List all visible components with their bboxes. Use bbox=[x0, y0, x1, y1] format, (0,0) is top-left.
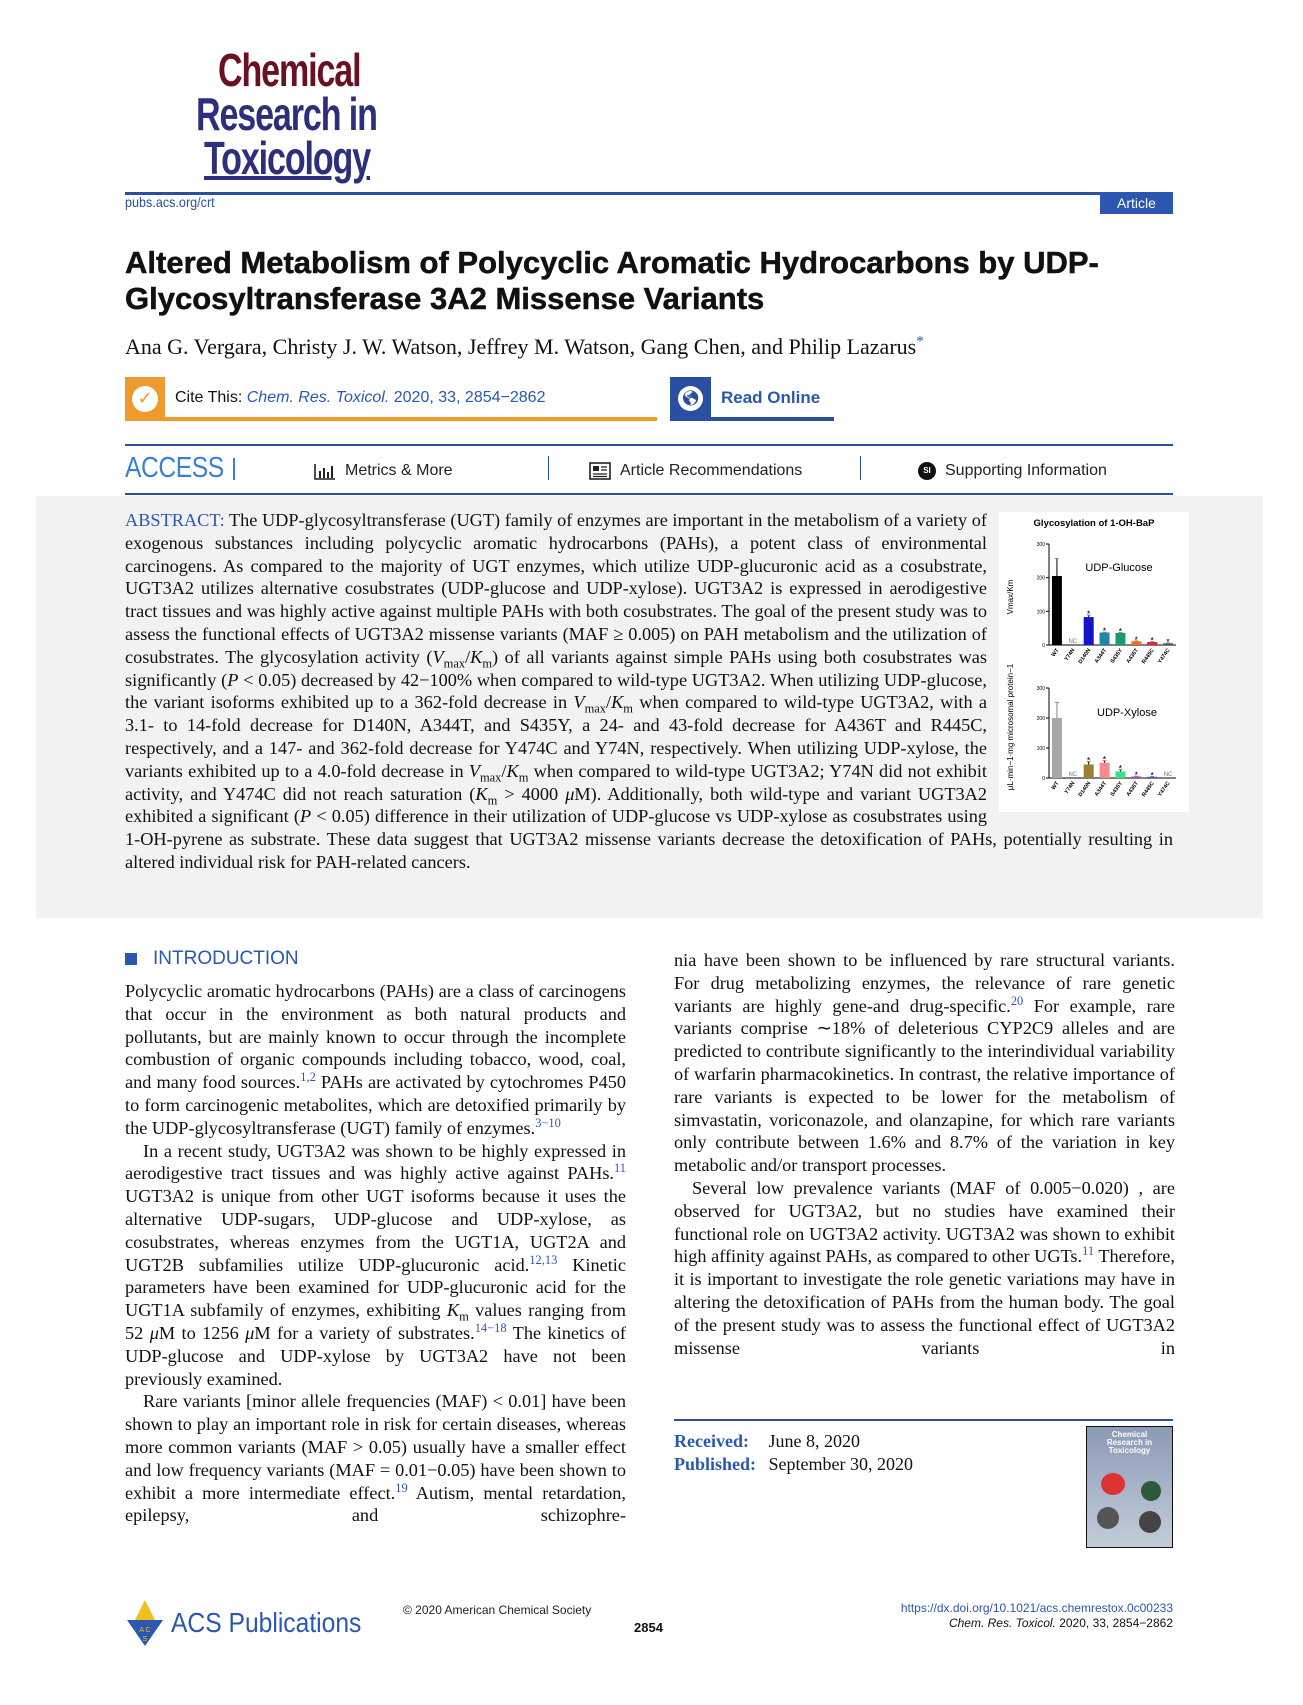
title-line: Glycosyltransferase 3A2 Missense Variants bbox=[125, 281, 765, 316]
doi-link[interactable]: https://dx.doi.org/10.1021/acs.chemrestox.0c00233 bbox=[900, 1601, 1173, 1615]
metrics-more-link[interactable] bbox=[314, 462, 453, 480]
x-tick-label: D140N bbox=[1077, 780, 1093, 799]
text-run: M for a variety of substrates. bbox=[254, 1322, 475, 1343]
text-run: The UDP-glycosyltransferase (UGT) family of enzymes are important in the metabolism of a variety of exogenous substances including polycyclic aromatic hydrocarbons (PAHs), a potent class of environmental carcinogens. As compared to the majority of UGT enzymes, which utilize UDP-glucuronic acid as a cosubstrate, UGT3A2 utilizes alternative cosubstrates (UDP-glucose and UDP-xylose). UGT3A2 is expressed in aerodigestive tract tissues and was highly active against multiple PAHs with both cosubstrates. The goal of the present study was to assess the functional effects of UGT3A2 missense variants (MAF ≥ 0.005) on PAH metabolism and the utilization of cosubstrates. The glycosylation activity ( bbox=[125, 510, 987, 667]
text-run: Autism, mental retardation, epilepsy, and schizophre- bbox=[125, 1482, 626, 1526]
journal-logo[interactable] bbox=[196, 44, 416, 184]
x-tick-label: A344T bbox=[1093, 780, 1109, 798]
paragraph bbox=[125, 1390, 626, 1527]
divider bbox=[548, 456, 549, 480]
text-run: M). Additionally, both wild-type and variant UGT3A2 exhibited a significant ( bbox=[125, 783, 987, 827]
cite-icon: ✓ bbox=[125, 377, 165, 421]
header-rule bbox=[125, 192, 1173, 195]
abstract-label: ABSTRACT: bbox=[125, 510, 225, 530]
supporting-info-label: Supporting Information bbox=[945, 462, 1107, 479]
corresponding-author-mark: * bbox=[916, 333, 924, 350]
text-run: The kinetics of UDP-glucose and UDP-xylose by UGT3A2 have not been previously examined. bbox=[125, 1322, 626, 1389]
text-run: P bbox=[227, 669, 239, 690]
divider bbox=[860, 456, 861, 480]
svg-text:A C: A C bbox=[139, 1627, 151, 1634]
read-online-button[interactable] bbox=[670, 377, 834, 421]
acs-publications-logo[interactable] bbox=[125, 1598, 387, 1648]
logo-line: Toxicology bbox=[204, 132, 371, 184]
text-run: K bbox=[446, 1300, 460, 1321]
text-run: μ bbox=[245, 1322, 255, 1343]
bar bbox=[1052, 718, 1062, 778]
text-run: Several low prevalence variants (MAF of 0.005−0.020) , are observed for UGT3A2, but no studies have examined their functional role on UGT3A2 activity. UGT3A2 was shown to exhibit high affinity against PAHs, as compared to other UGTs. bbox=[674, 1177, 1175, 1267]
access-label: ACCESS bbox=[125, 452, 224, 484]
bar bbox=[1052, 576, 1062, 645]
x-tick-label: S435Y bbox=[1109, 647, 1125, 665]
article-recommendations-link[interactable] bbox=[589, 462, 802, 480]
published-label: Published: bbox=[674, 1454, 757, 1474]
y-tick-label: 300 bbox=[1036, 542, 1045, 548]
bar bbox=[1084, 765, 1094, 779]
received-date: June 8, 2020 bbox=[768, 1431, 860, 1451]
significance-mark: * bbox=[1102, 626, 1107, 637]
citation-ref[interactable]: 11 bbox=[614, 1161, 626, 1176]
y-axis-label-main: Vmax/Km bbox=[1006, 579, 1015, 615]
x-tick-label: WT bbox=[1050, 647, 1061, 659]
publisher-name: ACS Publications bbox=[171, 1607, 362, 1638]
y-tick-label: 100 bbox=[1036, 746, 1045, 752]
text-run: < 0.05) difference in their utilization of UDP-glucose vs UDP-xylose as cosubstrates using 1-OH-pyrene as substrate. These data suggest that UGT3A2 missense variants decrease the detoxification of PAHs, potentially resulting in altered individual risk for PAH-related cancers. bbox=[125, 806, 1173, 872]
x-tick-label: A344T bbox=[1093, 647, 1109, 665]
text-run: μ bbox=[565, 783, 575, 804]
footer-citation bbox=[901, 1601, 1173, 1631]
bar bbox=[1084, 617, 1094, 645]
significance-mark: * bbox=[1150, 635, 1154, 646]
text-run: UGT3A2 is unique from other UGT isoforms because it uses the alternative UDP-sugars, UDP-glucose and UDP-xylose, as cosubstrates, whereas enzymes from the UGT1A, UGT2A and UGT2B subfamilies utilize UDP-glucuronic acid. bbox=[125, 1186, 626, 1275]
title-line: Altered Metabolism of Polycyclic Aromatic Hydrocarbons by UDP- bbox=[125, 245, 1099, 280]
section-heading-introduction bbox=[125, 948, 299, 970]
cite-this-box[interactable] bbox=[125, 377, 657, 421]
section-title: INTRODUCTION bbox=[153, 948, 299, 969]
x-tick-label: WT bbox=[1050, 780, 1061, 792]
significance-mark: * bbox=[1086, 609, 1091, 620]
significance-mark: * bbox=[1166, 636, 1170, 647]
metrics-label: Metrics & More bbox=[345, 462, 453, 479]
significance-mark: * bbox=[1150, 770, 1154, 781]
text-run: K bbox=[475, 783, 488, 804]
journal-url-link[interactable]: pubs.acs.org/crt bbox=[125, 194, 215, 210]
citation-ref[interactable]: 20 bbox=[1010, 993, 1024, 1008]
cover-title: Chemical bbox=[1111, 1430, 1148, 1439]
paragraph bbox=[125, 980, 626, 1140]
logo-line: Chemical bbox=[218, 44, 361, 96]
significance-mark: * bbox=[1086, 755, 1091, 766]
x-tick-label: R445C bbox=[1141, 780, 1156, 799]
x-tick-label: Y474C bbox=[1157, 647, 1172, 665]
citation-ref[interactable]: 19 bbox=[395, 1480, 408, 1495]
text-run: K bbox=[506, 760, 519, 781]
text-run: values ranging from 52 bbox=[125, 1300, 626, 1343]
text-run: Polycyclic aromatic hydrocarbons (PAHs) are a class of carcinogens that occur in the environment as both natural products and pollutants, but are mainly known to occur through the incomplete combustion of organic compounds including tobacco, wood, coal, and many food sources. bbox=[125, 981, 626, 1093]
author-list bbox=[125, 334, 924, 360]
x-tick-label: D140N bbox=[1077, 647, 1093, 666]
divider bbox=[125, 444, 1173, 446]
paragraph bbox=[125, 1140, 626, 1391]
y-tick-label: 100 bbox=[1036, 609, 1045, 616]
text-run: m bbox=[487, 793, 498, 808]
supporting-information-link[interactable] bbox=[918, 462, 1107, 480]
text-run: < 0.05) decreased by 42−100% when compared to wild-type UGT3A2. When utilizing UDP-glucose, the variant isoforms exhibited up to a 362-fold decrease in bbox=[125, 669, 987, 713]
y-tick-label: 200 bbox=[1036, 575, 1045, 582]
footer-journal: Chem. Res. Toxicol. bbox=[948, 1616, 1056, 1630]
citation-ref[interactable]: 14−18 bbox=[474, 1320, 507, 1335]
text-run: V bbox=[468, 760, 480, 781]
text-run: M to 1256 bbox=[158, 1322, 246, 1343]
text-run: max bbox=[443, 656, 466, 671]
x-tick-label: R445C bbox=[1141, 647, 1156, 666]
y-tick-label: 0 bbox=[1042, 643, 1045, 649]
cite-label: Cite This: bbox=[175, 389, 243, 406]
section-marker bbox=[125, 953, 137, 965]
x-tick-label: Y74N bbox=[1063, 647, 1077, 663]
text-run: max bbox=[584, 702, 606, 717]
paragraph bbox=[674, 949, 1175, 1177]
text-run: ) of all variants against simple PAHs using both cosubstrates was significantly ( bbox=[125, 646, 987, 690]
text-run: max bbox=[479, 770, 502, 785]
bar-chart-icon bbox=[314, 463, 336, 480]
chart-title: Glycosylation of 1-OH-BaP bbox=[1033, 518, 1155, 529]
text-run: K bbox=[470, 646, 483, 667]
text-run: PAHs are activated by cytochromes P450 to form carcinogenic metabolites, which are detoxified primarily by the UDP-glycosyltransferase (UGT) family of enzymes. bbox=[125, 1072, 626, 1138]
text-run: m bbox=[518, 770, 529, 785]
globe-icon: 🌎︎ bbox=[670, 377, 711, 421]
cite-ref[interactable]: 2020, 33, 2854−2862 bbox=[389, 389, 546, 406]
dates-rule bbox=[674, 1419, 1173, 1421]
text-run: V bbox=[432, 646, 444, 667]
published-date: September 30, 2020 bbox=[768, 1454, 913, 1474]
text-run: m bbox=[623, 702, 633, 717]
x-tick-label: S435Y bbox=[1109, 780, 1125, 798]
cover-title: Toxicology bbox=[1108, 1446, 1151, 1455]
cite-journal[interactable]: Chem. Res. Toxicol. bbox=[246, 389, 390, 406]
significance-mark: * bbox=[1102, 754, 1107, 765]
significance-mark: * bbox=[1134, 770, 1139, 781]
bar bbox=[1100, 763, 1110, 778]
text-run: μ bbox=[149, 1322, 159, 1343]
divider bbox=[233, 458, 235, 480]
text-run: m bbox=[482, 656, 493, 671]
page-number: 2854 bbox=[634, 1620, 663, 1635]
read-online-label: Read Online bbox=[721, 388, 821, 407]
citation-ref[interactable]: 3−10 bbox=[535, 1115, 561, 1130]
acs-logo-icon bbox=[125, 1598, 165, 1648]
footer-ref: 2020, 33, 2854−2862 bbox=[1055, 1616, 1173, 1630]
text-run: Kinetic parameters have been examined for UDP-glucuronic acid for the UGT1A subfamily of enzymes, exhibiting bbox=[125, 1254, 626, 1321]
article-title bbox=[125, 245, 1185, 317]
text-run: when compared to wild-type UGT3A2; Y74N did not exhibit activity, and Y474C did not reach saturation ( bbox=[125, 760, 987, 804]
article-icon bbox=[589, 462, 611, 480]
x-tick-label: Y74N bbox=[1063, 780, 1077, 796]
nc-label: NC bbox=[1068, 772, 1078, 778]
citation-ref[interactable]: 11 bbox=[1082, 1244, 1095, 1259]
text-run: V bbox=[573, 692, 585, 713]
intro-right-column bbox=[674, 949, 1175, 1359]
article-type-badge: Article bbox=[1100, 192, 1173, 214]
text-run: / bbox=[606, 692, 612, 713]
panel-label: UDP-Glucose bbox=[1085, 562, 1153, 574]
recommendations-label: Article Recommendations bbox=[620, 462, 803, 479]
citation-ref[interactable]: 1,2 bbox=[300, 1070, 316, 1085]
supporting-info-icon: SI bbox=[918, 462, 936, 480]
text-run: / bbox=[465, 646, 471, 667]
panel-label: UDP-Xylose bbox=[1097, 707, 1157, 719]
cover-title: Research in bbox=[1106, 1438, 1153, 1447]
x-tick-label: A436T bbox=[1125, 780, 1140, 798]
text-run: m bbox=[459, 1309, 469, 1324]
svg-text:S: S bbox=[142, 1636, 148, 1643]
text-run: In a recent study, UGT3A2 was shown to be highly expressed in aerodigestive tract tissues and was highly active against PAHs. bbox=[125, 1140, 626, 1184]
text-run: nia have been shown to be influenced by rare structural variants. For drug metabolizing enzymes, the relevance of rare genetic variants are highly gene-and drug-specific. bbox=[674, 950, 1175, 1016]
journal-cover-image[interactable] bbox=[1086, 1426, 1173, 1548]
text-run: Therefore, it is important to investigate the role genetic variations may have in altering the detoxification of PAHs from the human body. The goal of the present study was to assess the functional effect of UGT3A2 missense variants in bbox=[674, 1246, 1175, 1358]
text-run: For example, rare variants comprise ∼18% of deleterious CYP2C9 alleles and are predicted to contribute significantly to the interindividual variability of warfarin pharmacokinetics. In contrast, the relative importance of rare variants is expected to be lower for the metabolism of simvastatin, voriconazole, and olanzapine, for which rare variants only contribute between 1.6% and 8.7% of the variation in key metabolic and/or transport processes. bbox=[674, 995, 1175, 1176]
text-run: P bbox=[299, 806, 312, 827]
y-tick-label: 200 bbox=[1036, 716, 1045, 722]
logo-line: Research in bbox=[196, 88, 377, 140]
received-label: Received: bbox=[674, 1431, 749, 1451]
abstract bbox=[125, 509, 1173, 874]
text-run: when compared to wild-type UGT3A2, with a 3.1- to 14-fold decrease for D140N, A344T, and S435Y, a 24- and 43-fold decrease for A436T and R445C, respectively, and a 147- and 362-fold decrease for Y474C and Y74N, respectively. When utilizing UDP-xylose, the variants exhibited up to a 4.0-fold decrease in bbox=[125, 692, 987, 781]
y-tick-label: 0 bbox=[1042, 776, 1045, 782]
nc-label: NC bbox=[1163, 772, 1173, 778]
significance-mark: * bbox=[1118, 626, 1123, 637]
significance-mark: * bbox=[1118, 763, 1123, 774]
text-run: > 4000 bbox=[497, 783, 566, 804]
text-run: K bbox=[611, 692, 624, 713]
x-tick-label: A436T bbox=[1125, 647, 1140, 665]
x-tick-label: Y474C bbox=[1157, 780, 1172, 798]
article-dates bbox=[674, 1430, 913, 1476]
y-tick-label: 300 bbox=[1036, 686, 1045, 692]
paragraph bbox=[674, 1177, 1175, 1359]
text-run: Rare variants [minor allele frequencies (MAF) < 0.01] have been shown to play an important role in risk for certain diseases, whereas more common variants (MAF > 0.05) usually have a smaller effect and low frequency variants (MAF = 0.01−0.05) have been shown to exhibit a more intermediate effect. bbox=[125, 1391, 626, 1503]
copyright: © 2020 American Chemical Society bbox=[403, 1603, 592, 1617]
citation-ref[interactable]: 12,13 bbox=[529, 1252, 558, 1267]
divider bbox=[125, 493, 1173, 495]
graphical-abstract[interactable] bbox=[999, 512, 1189, 812]
text-run: / bbox=[501, 760, 507, 781]
intro-left-column bbox=[125, 980, 626, 1527]
nc-label: NC bbox=[1068, 639, 1078, 645]
graphical-abstract-chart bbox=[999, 512, 1189, 812]
significance-mark: * bbox=[1134, 634, 1139, 645]
authors-text: Ana G. Vergara, Christy J. W. Watson, Jeffrey M. Watson, Gang Chen, and Philip Lazarus bbox=[125, 334, 917, 359]
y-axis-label: μL·min−1·mg microsomal protein−1 bbox=[1006, 663, 1015, 791]
